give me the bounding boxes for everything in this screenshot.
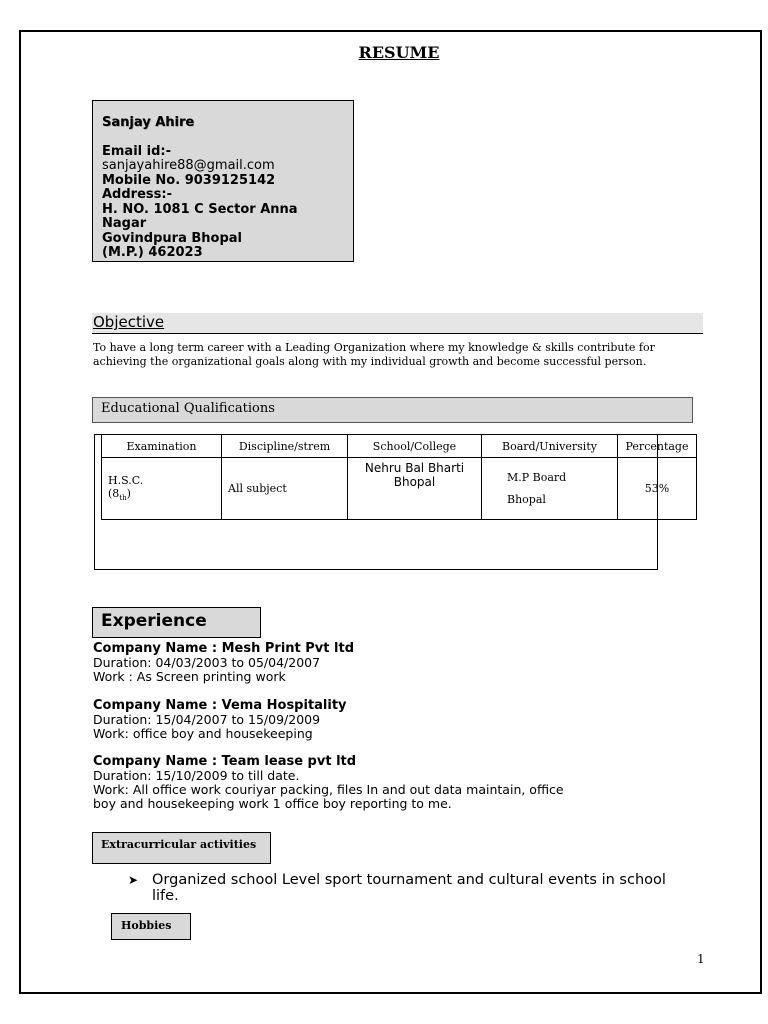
exam-name: H.S.C. <box>108 474 144 488</box>
address-label: Address:- <box>102 187 172 202</box>
job-work: Work: All office work couriyar packing, files In and out data maintain, office boy and housekeeping work 1 office boy reporting to me. <box>93 782 564 811</box>
job-duration: Duration: 15/10/2009 to till date. <box>93 768 300 783</box>
board-line-2: Bhopal <box>507 492 546 506</box>
table-row <box>102 458 697 520</box>
experience-entry <box>93 699 347 741</box>
job-duration: Duration: 04/03/2003 to 05/04/2007 <box>93 655 321 670</box>
contact-box <box>92 100 354 262</box>
address-line-1: H. NO. 1081 C Sector Anna Nagar <box>102 201 298 231</box>
exam-grade: $(8_{th})$ <box>108 487 131 503</box>
experience-entry <box>93 755 583 811</box>
arrow-bullet-icon: ➤ <box>128 873 139 887</box>
column-header-percentage: Percentage <box>618 435 697 458</box>
column-header-board: Board/University <box>482 435 618 458</box>
board-line-1: M.P Board <box>507 470 567 484</box>
company-name: Company Name : Vema Hospitality <box>93 698 347 713</box>
column-header-school: School/College <box>348 435 482 458</box>
activity-text: Organized school Level sport tournament and cultural events in school life. <box>152 872 666 904</box>
mobile-number: Mobile No. 9039125142 <box>102 172 276 188</box>
objective-heading: Objective <box>93 313 165 331</box>
school-line-2: Bhopal <box>393 475 436 489</box>
column-header-examination: Examination <box>102 435 222 458</box>
experience-heading: Experience <box>92 607 261 638</box>
email-value: sanjayahire88@gmail.com <box>102 158 275 173</box>
education-table <box>101 434 697 520</box>
page-title: RESUME <box>358 43 440 62</box>
company-name: Company Name : Mesh Print Pvt ltd <box>93 641 354 656</box>
objective-heading-bar <box>92 313 703 334</box>
table-header-row <box>102 435 697 458</box>
list-item <box>128 872 668 904</box>
discipline-cell: All subject <box>222 458 348 520</box>
board-cell <box>482 458 618 520</box>
job-work: Work: office boy and housekeeping <box>93 726 313 741</box>
percentage-cell: 53% <box>618 458 697 520</box>
column-header-discipline: Discipline/strem <box>222 435 348 458</box>
company-name: Company Name : Team lease pvt ltd <box>93 754 357 769</box>
school-cell <box>348 458 482 520</box>
school-line-1: Nehru Bal Bharti <box>364 461 465 475</box>
email-label: Email id:- <box>102 143 171 159</box>
page-number: 1 <box>697 952 705 966</box>
experience-entry <box>93 642 354 684</box>
exam-cell <box>102 458 222 520</box>
address-line-2: Govindpura Bhopal <box>102 230 242 246</box>
objective-text: To have a long term career with a Leading Organization where my knowledge & skills contribute for achieving the organizational goals along with my individual growth and become successful person. <box>93 341 655 368</box>
job-work: Work : As Screen printing work <box>93 669 286 684</box>
education-heading: Educational Qualifications <box>92 397 693 423</box>
address-line-3: (M.P.) 462023 <box>102 245 203 260</box>
candidate-name: Sanjay Ahire <box>102 115 195 130</box>
job-duration: Duration: 15/04/2007 to 15/09/2009 <box>93 712 321 727</box>
extracurricular-heading: Extracurricular activities <box>92 832 271 864</box>
hobbies-heading: Hobbies <box>111 913 191 940</box>
